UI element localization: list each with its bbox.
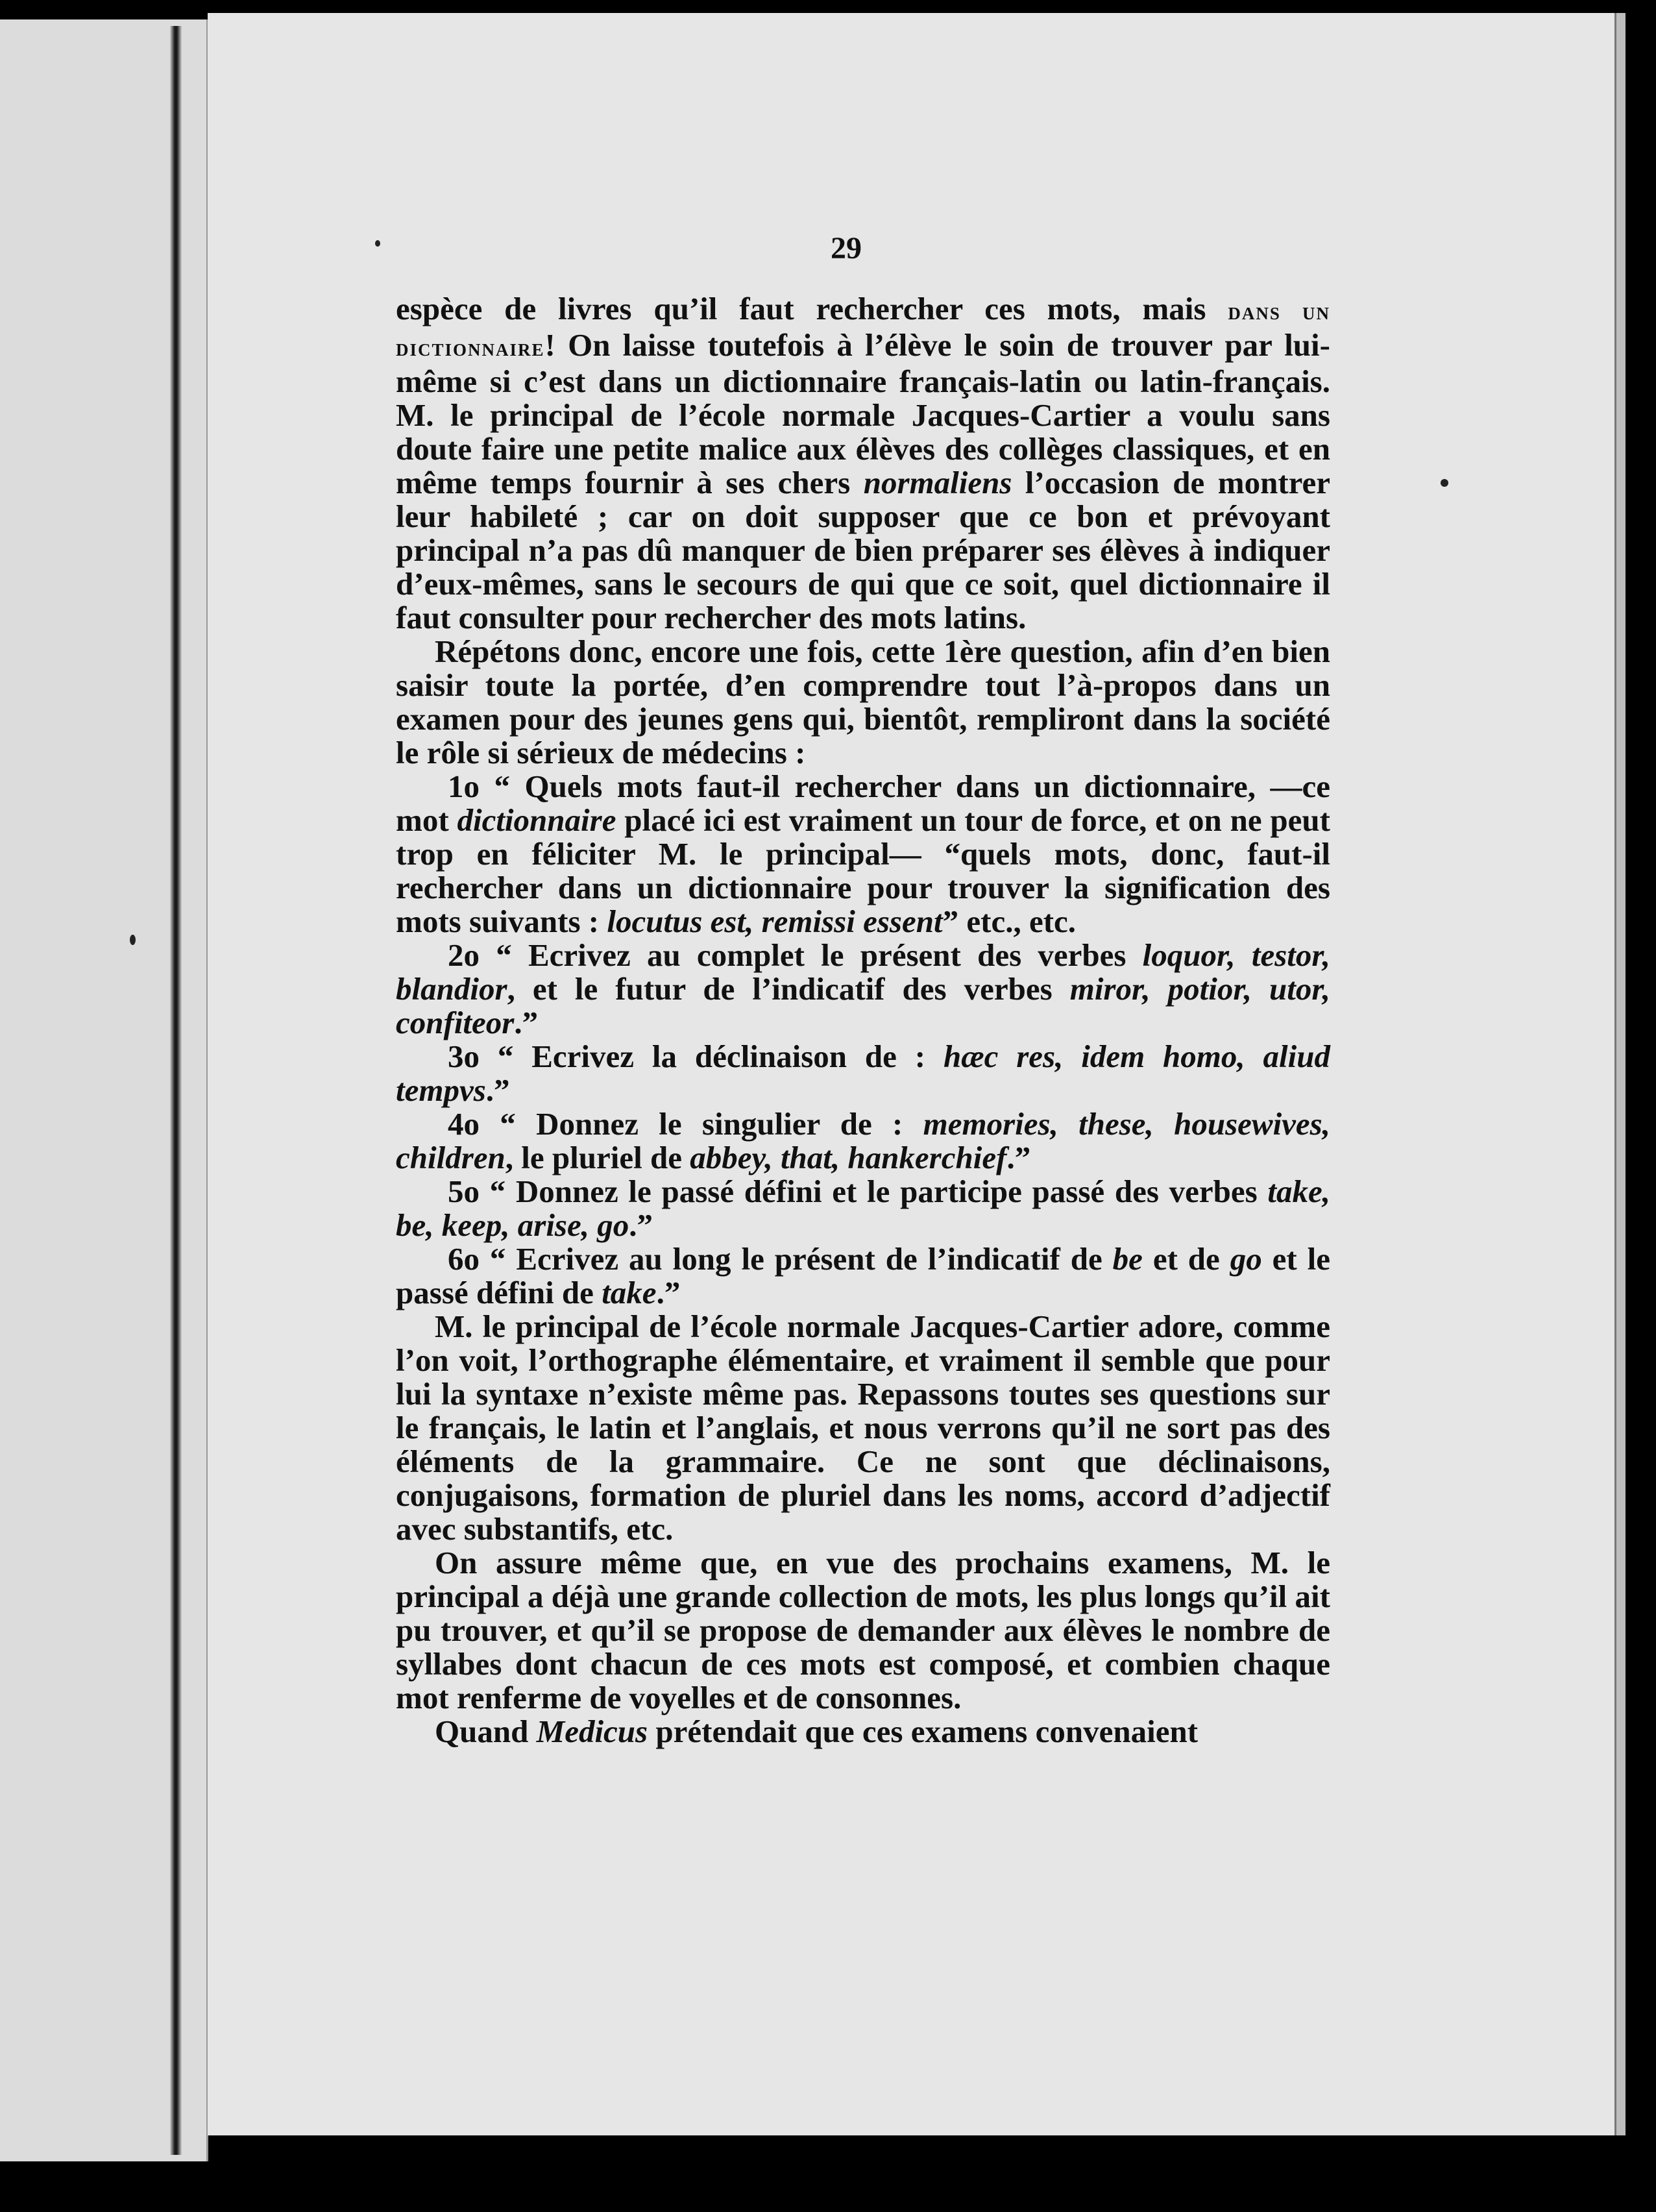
- speck: [1441, 479, 1448, 487]
- paragraph: M. le principal de l’école normale Jacques-Cartier adore, comme l’on voit, l’orthographe élémentaire, et vraiment il semble que pour lui la syntaxe n’existe même pas. Repassons toutes ses questions sur le français, le latin et l’anglais, et nous verrons qu’il ne sort pas des éléments de la grammaire. Ce ne sont que déclinaisons, conjugaisons, formation de pluriel dans les noms, accord d’adjectif avec substantifs, etc.: [396, 1309, 1330, 1547]
- paragraph: Quand Medicus prétendait que ces examens convenaient: [435, 1714, 1199, 1749]
- question-1: 1o “ Quels mots faut-il rechercher dans un dictionnaire, —ce mot dictionnaire placé ici est vraiment un tour de force, et on ne peut trop en féliciter M. le principal— “quels mots, donc, faut-il rechercher dans un dictionnaire pour trouver la signification des mots suivants : locutus est, remissi essent” etc., etc.: [396, 768, 1330, 939]
- book-gutter: [170, 26, 182, 2155]
- speck: [130, 935, 136, 945]
- page-edge: [1614, 13, 1626, 2135]
- question-3: 3o “ Ecrivez la déclinaison de : hæc res, idem homo, aliud tempvs.”: [396, 1038, 1331, 1108]
- body-text: [396, 292, 1330, 1749]
- paragraph: On assure même que, en vue des prochains examens, M. le principal a déjà une grande collection de mots, les plus longs qu’il ait pu trouver, et qu’il se propose de demander aux élèves le nombre de syllabes dont chacun de ces mots est composé, et combien chaque mot renferme de voyelles et de consonnes.: [396, 1545, 1330, 1715]
- question-2: 2o “ Ecrivez au complet le présent des verbes loquor, testor, blandior, et le futur de l’indicatif des verbes miror, potior, utor, confiteor.”: [396, 937, 1330, 1040]
- question-5: 5o “ Donnez le passé défini et le participe passé des verbes take, be, keep, arise, go.”: [396, 1174, 1330, 1243]
- question-4: 4o “ Donnez le singulier de : memories, these, housewives, children, le pluriel de abbey, that, hankerchief.”: [396, 1106, 1331, 1175]
- question-6: 6o “ Ecrivez au long le présent de l’indicatif de be et de go et le passé défini de take.”: [396, 1241, 1330, 1310]
- paragraph: espèce de livres qu’il faut rechercher ces mots, mais dans un dictionnaire! On laisse toutefois à l’élève le soin de trouver par lui-même si c’est dans un dictionnaire français-latin ou latin-français. M. le principal de l’école normale Jacques-Cartier a voulu sans doute faire une petite malice aux élèves des collèges classiques, et en même temps fournir à ses chers normaliens l’occasion de montrer leur habileté ; car on doit supposer que ce bon et prévoyant principal n’a pas dû manquer de bien préparer ses élèves à indiquer d’eux-mêmes, sans le secours de qui que ce soit, quel dictionnaire il faut consulter pour rechercher des mots latins.: [396, 291, 1330, 635]
- paragraph: Répétons donc, encore une fois, cette 1ère question, afin d’en bien saisir toute la portée, d’en comprendre tout l’à-propos dans un examen pour des jeunes gens qui, bientôt, rempliront dans la société le rôle si sérieux de médecins :: [396, 633, 1330, 770]
- speck: [375, 240, 380, 247]
- page-number: 29: [831, 231, 862, 265]
